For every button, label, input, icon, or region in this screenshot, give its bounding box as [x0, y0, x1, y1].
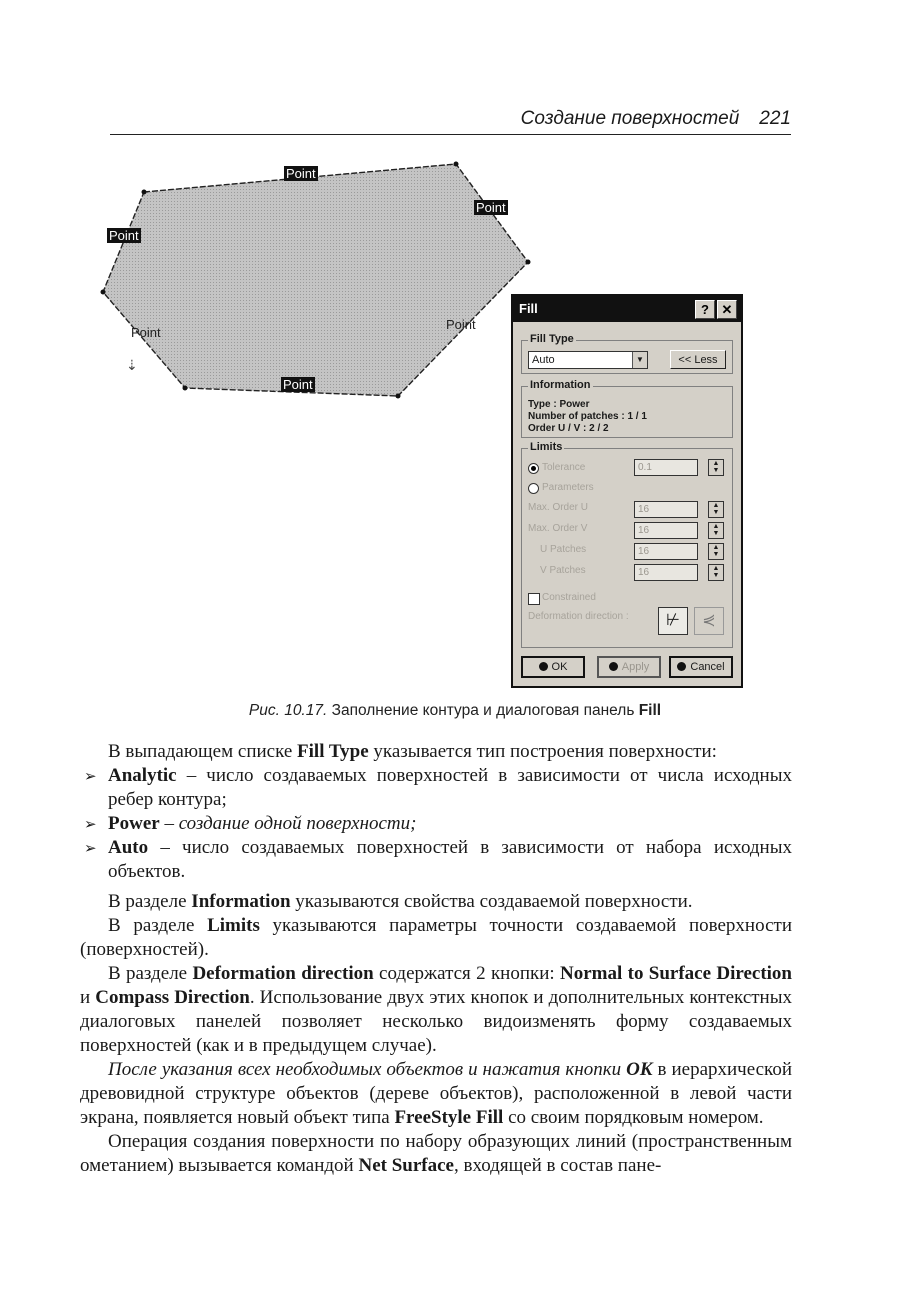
term: Auto	[108, 837, 149, 858]
text-run: В разделе	[108, 963, 193, 984]
text-run: После указания всех необходимых объектов и нажатия кнопки	[108, 1059, 627, 1080]
running-head-title: Создание поверхностей	[520, 108, 740, 129]
text-run: указываются свойства создаваемой поверхности.	[290, 891, 693, 912]
dialog-title: Fill	[519, 301, 538, 316]
fill-type-legend: Fill Type	[530, 333, 574, 345]
point-label: Point	[286, 166, 316, 181]
apply-button[interactable]	[597, 656, 661, 678]
term: Limits	[207, 915, 260, 936]
close-icon[interactable]: ✕	[717, 300, 737, 319]
caption-bold: Fill	[638, 702, 662, 719]
bullet-arrow-icon: ➢	[84, 839, 97, 857]
term: Compass Direction	[95, 987, 250, 1008]
point-label: Point	[131, 325, 161, 340]
bullet-arrow-icon: ➢	[84, 767, 97, 785]
text-run: Операция создания поверхности по набору образующих линий (пространственным ометанием) вызывается командой	[80, 1131, 792, 1176]
list-item	[80, 836, 792, 884]
info-type: Type : Power	[528, 399, 590, 410]
deformation-direction-label: Deformation direction :	[528, 611, 629, 622]
page-number: 221	[759, 108, 791, 129]
vertex-point	[454, 162, 459, 167]
term: Deformation direction	[192, 963, 374, 984]
constrained-label: Constrained	[542, 592, 596, 603]
term: Information	[191, 891, 291, 912]
chevron-down-icon[interactable]: ▼	[632, 352, 647, 368]
max-order-v-spinner[interactable]: ▲ ▼	[708, 522, 724, 539]
normal-to-surface-icon[interactable]: ⊬	[658, 607, 688, 635]
limits-group	[521, 441, 733, 648]
point-label: Point	[109, 228, 139, 243]
vertex-point	[142, 190, 147, 195]
text-run: указывается тип построения поверхности:	[368, 741, 717, 762]
vertex-point	[526, 260, 531, 265]
vertex-point	[183, 386, 188, 391]
filled-surface	[103, 164, 528, 396]
parameters-label: Parameters	[542, 482, 594, 493]
paragraph	[80, 914, 792, 962]
point-label: Point	[476, 200, 506, 215]
parameters-radio[interactable]	[528, 483, 539, 494]
u-patches-label: U Patches	[540, 544, 587, 555]
ok-label: OK	[551, 661, 568, 673]
fill-dialog	[511, 294, 743, 688]
tolerance-label: Tolerance	[542, 462, 586, 473]
cancel-label: Cancel	[690, 661, 725, 673]
compass-direction-icon[interactable]: ⋞	[694, 607, 724, 635]
info-order: Order U / V : 2 / 2	[528, 423, 609, 434]
v-patches-input[interactable]: 16	[634, 564, 698, 581]
list-item	[80, 812, 792, 836]
text-run: – число создаваемых поверхностей в зависимости от числа исходных ребер контура;	[108, 765, 792, 810]
fill-type-value: Auto	[532, 354, 555, 366]
cancel-button[interactable]	[669, 656, 733, 678]
text-run: содержатся 2 кнопки:	[373, 963, 561, 984]
text-run: в иерархической древовидной структуре объектов (дереве объектов), расположенной в левой части экрана, появляется новый объект типа	[80, 1059, 792, 1128]
bullet-arrow-icon: ➢	[84, 815, 97, 833]
paragraph	[80, 740, 792, 764]
cursor-mark: ⇣	[126, 359, 138, 374]
dialog-titlebar	[513, 296, 741, 322]
text-run: В выпадающем списке	[108, 741, 298, 762]
list-item	[80, 764, 792, 812]
max-order-v-input[interactable]: 16	[634, 522, 698, 539]
point-label: Point	[446, 317, 476, 332]
paragraph	[80, 1058, 792, 1130]
point-label: Point	[283, 377, 313, 392]
text-run: – число создаваемых поверхностей в зависимости от набора исходных объектов.	[108, 837, 792, 882]
caption-lead: Рис. 10.17.	[248, 702, 328, 719]
text-run: и	[80, 987, 96, 1008]
v-patches-spinner[interactable]: ▲ ▼	[708, 564, 724, 581]
max-order-u-spinner[interactable]: ▲ ▼	[708, 501, 724, 518]
limits-legend: Limits	[530, 441, 563, 453]
text-run: , входящей в состав пане-	[453, 1155, 662, 1176]
term: Fill Type	[297, 741, 369, 762]
v-patches-label: V Patches	[540, 565, 586, 576]
term: Normal to Surface Direction	[560, 963, 793, 984]
tolerance-spinner[interactable]: ▲ ▼	[708, 459, 724, 476]
paragraph	[80, 1130, 792, 1178]
figure	[0, 150, 910, 710]
less-button[interactable]: << Less	[670, 350, 726, 369]
help-icon[interactable]: ?	[695, 300, 715, 319]
figure-caption	[0, 702, 910, 720]
text-run: . Использование двух этих кнопок и дополнительных контекстных диалоговых панелей позволяет несколько видоизменять форму создаваемых поверхностей (как и в предыдущем случае).	[80, 987, 792, 1056]
max-order-u-label: Max. Order U	[528, 502, 589, 513]
apply-label: Apply	[621, 661, 650, 673]
text-run: со своим порядковым номером.	[503, 1107, 764, 1128]
fill-type-select[interactable]	[528, 351, 648, 369]
paragraph	[80, 890, 792, 914]
body-text	[80, 740, 792, 1178]
running-head	[110, 106, 791, 135]
tolerance-input[interactable]: 0.1	[634, 459, 698, 476]
ok-button[interactable]	[521, 656, 585, 678]
text-run: – создание одной поверхности;	[159, 813, 417, 834]
u-patches-spinner[interactable]: ▲ ▼	[708, 543, 724, 560]
u-patches-input[interactable]: 16	[634, 543, 698, 560]
fill-type-group	[521, 333, 733, 374]
information-legend: Information	[530, 379, 591, 391]
paragraph	[80, 962, 792, 1058]
vertex-point	[101, 290, 106, 295]
term: Power	[108, 813, 160, 834]
caption-text: Заполнение контура и диалоговая панель	[327, 702, 639, 719]
vertex-point	[396, 394, 401, 399]
constrained-checkbox[interactable]	[528, 593, 540, 605]
term: Net Surface	[358, 1155, 454, 1176]
max-order-v-label: Max. Order V	[528, 523, 588, 534]
term: Analytic	[108, 765, 177, 786]
information-group	[521, 379, 733, 438]
text-run: В разделе	[108, 915, 208, 936]
term: OK	[626, 1059, 653, 1080]
text-run: указываются параметры точности создаваемой поверхности (поверхностей).	[80, 915, 792, 960]
text-run: В разделе	[108, 891, 192, 912]
term: FreeStyle Fill	[394, 1107, 504, 1128]
tolerance-radio[interactable]	[528, 463, 539, 474]
info-patches: Number of patches : 1 / 1	[528, 411, 647, 422]
max-order-u-input[interactable]: 16	[634, 501, 698, 518]
